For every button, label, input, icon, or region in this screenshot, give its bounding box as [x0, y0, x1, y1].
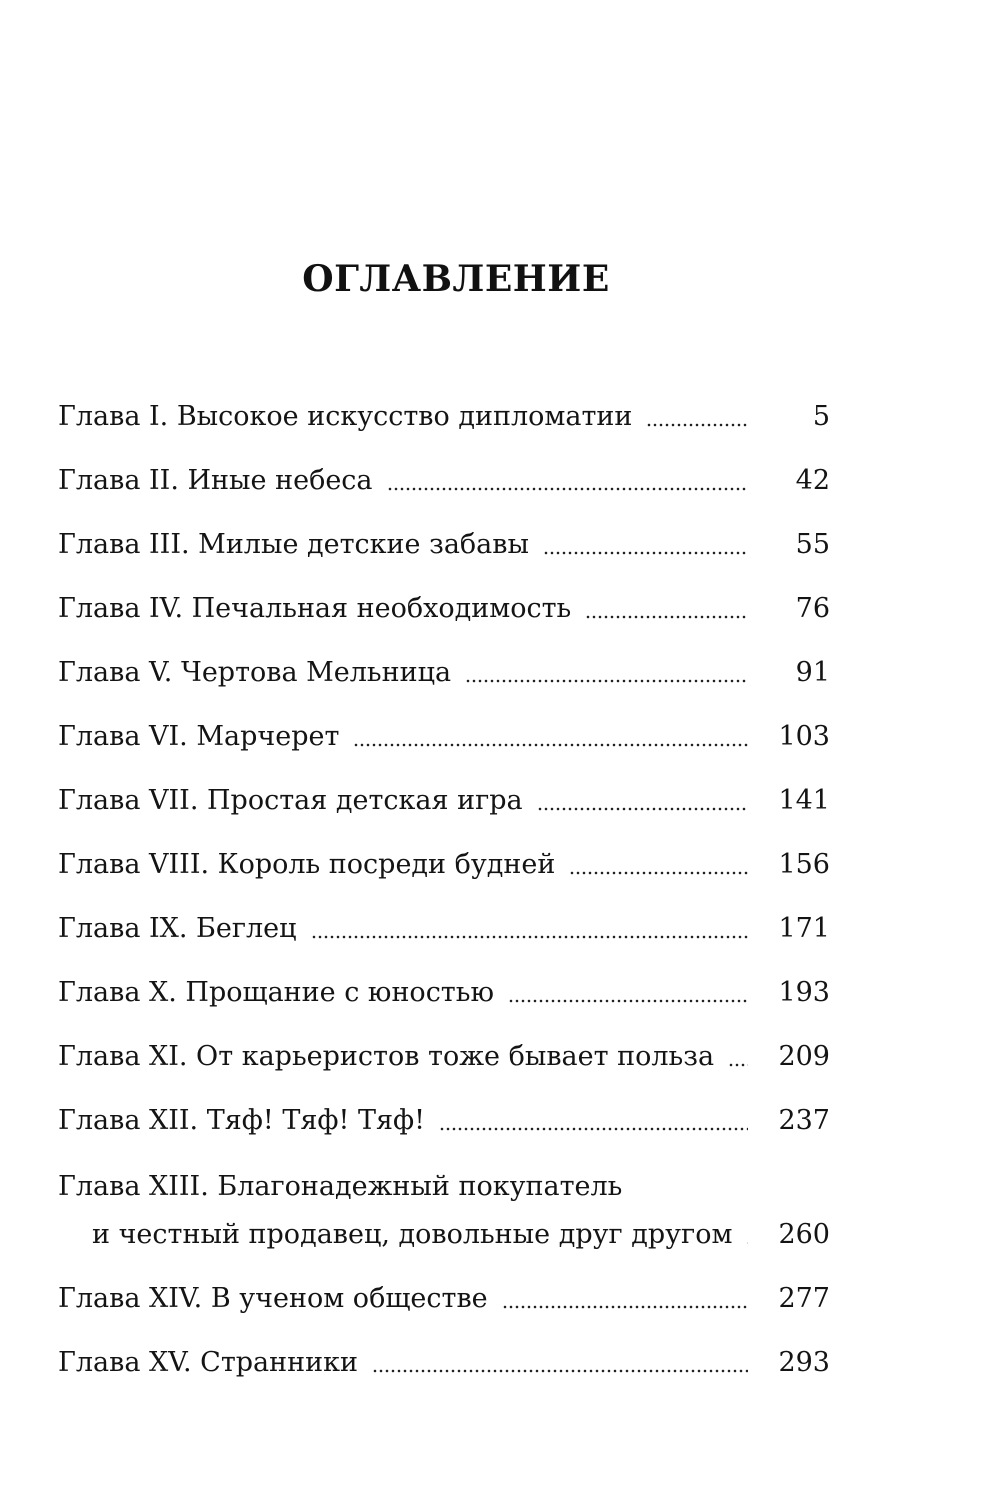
dot-leader: [387, 487, 748, 491]
dot-leader: [311, 935, 748, 939]
toc-entry-title: Глава I. Высокое искусство дипломатии: [58, 401, 633, 432]
toc-entry-12: [58, 1098, 830, 1138]
toc-entry-title: Глава III. Милые детские забавы: [58, 529, 529, 560]
toc-entry-3: [58, 522, 830, 562]
toc-entry-title: Глава V. Чертова Мельница: [58, 657, 452, 688]
toc-entry-title: Глава XV. Странники: [58, 1347, 359, 1378]
dot-leader: [508, 999, 748, 1003]
toc-entry-page: 141: [778, 785, 830, 816]
toc-entry-page: 237: [778, 1105, 830, 1136]
toc-entry-title: Глава XIV. В ученом обществе: [58, 1283, 488, 1314]
dot-leader: [569, 871, 748, 875]
dot-leader: [537, 807, 748, 811]
toc-entry-page: 103: [778, 721, 830, 752]
toc-entry-title-continued: и честный продавец, довольные друг другом: [92, 1219, 733, 1250]
toc-entry-page: 277: [778, 1283, 830, 1314]
dot-leader: [439, 1127, 748, 1131]
toc-entry-10: [58, 970, 830, 1010]
toc-entry-title: Глава VI. Марчерет: [58, 721, 340, 752]
dot-leader: [585, 615, 748, 619]
toc-entry-title: Глава XIII. Благонадежный покупатель: [58, 1171, 623, 1202]
toc-entry-7: [58, 778, 830, 818]
dot-leader: [353, 743, 748, 747]
toc-entry-13-line-1: [58, 1164, 830, 1204]
dot-leader: [502, 1305, 748, 1309]
toc-entry-page: 209: [778, 1041, 830, 1072]
toc-entry-page: 76: [795, 593, 830, 624]
page-title: ОГЛАВЛЕНИЕ: [302, 258, 610, 300]
toc-entry-title: Глава VIII. Король посреди будней: [58, 849, 556, 880]
toc-entry-6: [58, 714, 830, 754]
toc-entry-1: [58, 394, 830, 434]
dot-leader: [543, 551, 748, 555]
toc-entry-page: 171: [778, 913, 830, 944]
toc-entry-2: [58, 458, 830, 498]
toc-entry-page: 156: [778, 849, 830, 880]
toc-entry-title: Глава IX. Беглец: [58, 913, 297, 944]
toc-entry-title: Глава X. Прощание с юностью: [58, 977, 494, 1008]
toc-entry-15: [58, 1340, 830, 1380]
toc-entry-8: [58, 842, 830, 882]
toc-entry-page: 260: [778, 1219, 830, 1250]
toc-entry-page: 42: [795, 465, 830, 496]
toc-entry-11: [58, 1034, 830, 1074]
toc-entry-13-line-2: [92, 1212, 830, 1252]
toc-entry-4: [58, 586, 830, 626]
dot-leader: [646, 423, 748, 427]
toc-entry-title: Глава XI. От карьеристов тоже бывает польза: [58, 1041, 715, 1072]
dot-leader: [728, 1063, 748, 1067]
toc-entry-title: Глава VII. Простая детская игра: [58, 785, 523, 816]
toc-entry-title: Глава II. Иные небеса: [58, 465, 373, 496]
dot-leader: [465, 679, 748, 683]
toc-entry-page: 193: [778, 977, 830, 1008]
dot-leader: [746, 1241, 748, 1245]
toc-entry-title: Глава IV. Печальная необходимость: [58, 593, 572, 624]
toc-entry-5: [58, 650, 830, 690]
dot-leader: [372, 1369, 748, 1373]
toc-entry-page: 91: [795, 657, 830, 688]
toc-entry-14: [58, 1276, 830, 1316]
toc-entry-title: Глава XII. Тяф! Тяф! Тяф!: [58, 1105, 425, 1136]
toc-entry-page: 5: [812, 401, 830, 432]
toc-entry-page: 293: [778, 1347, 830, 1378]
toc-entry-page: 55: [795, 529, 830, 560]
toc-entry-9: [58, 906, 830, 946]
